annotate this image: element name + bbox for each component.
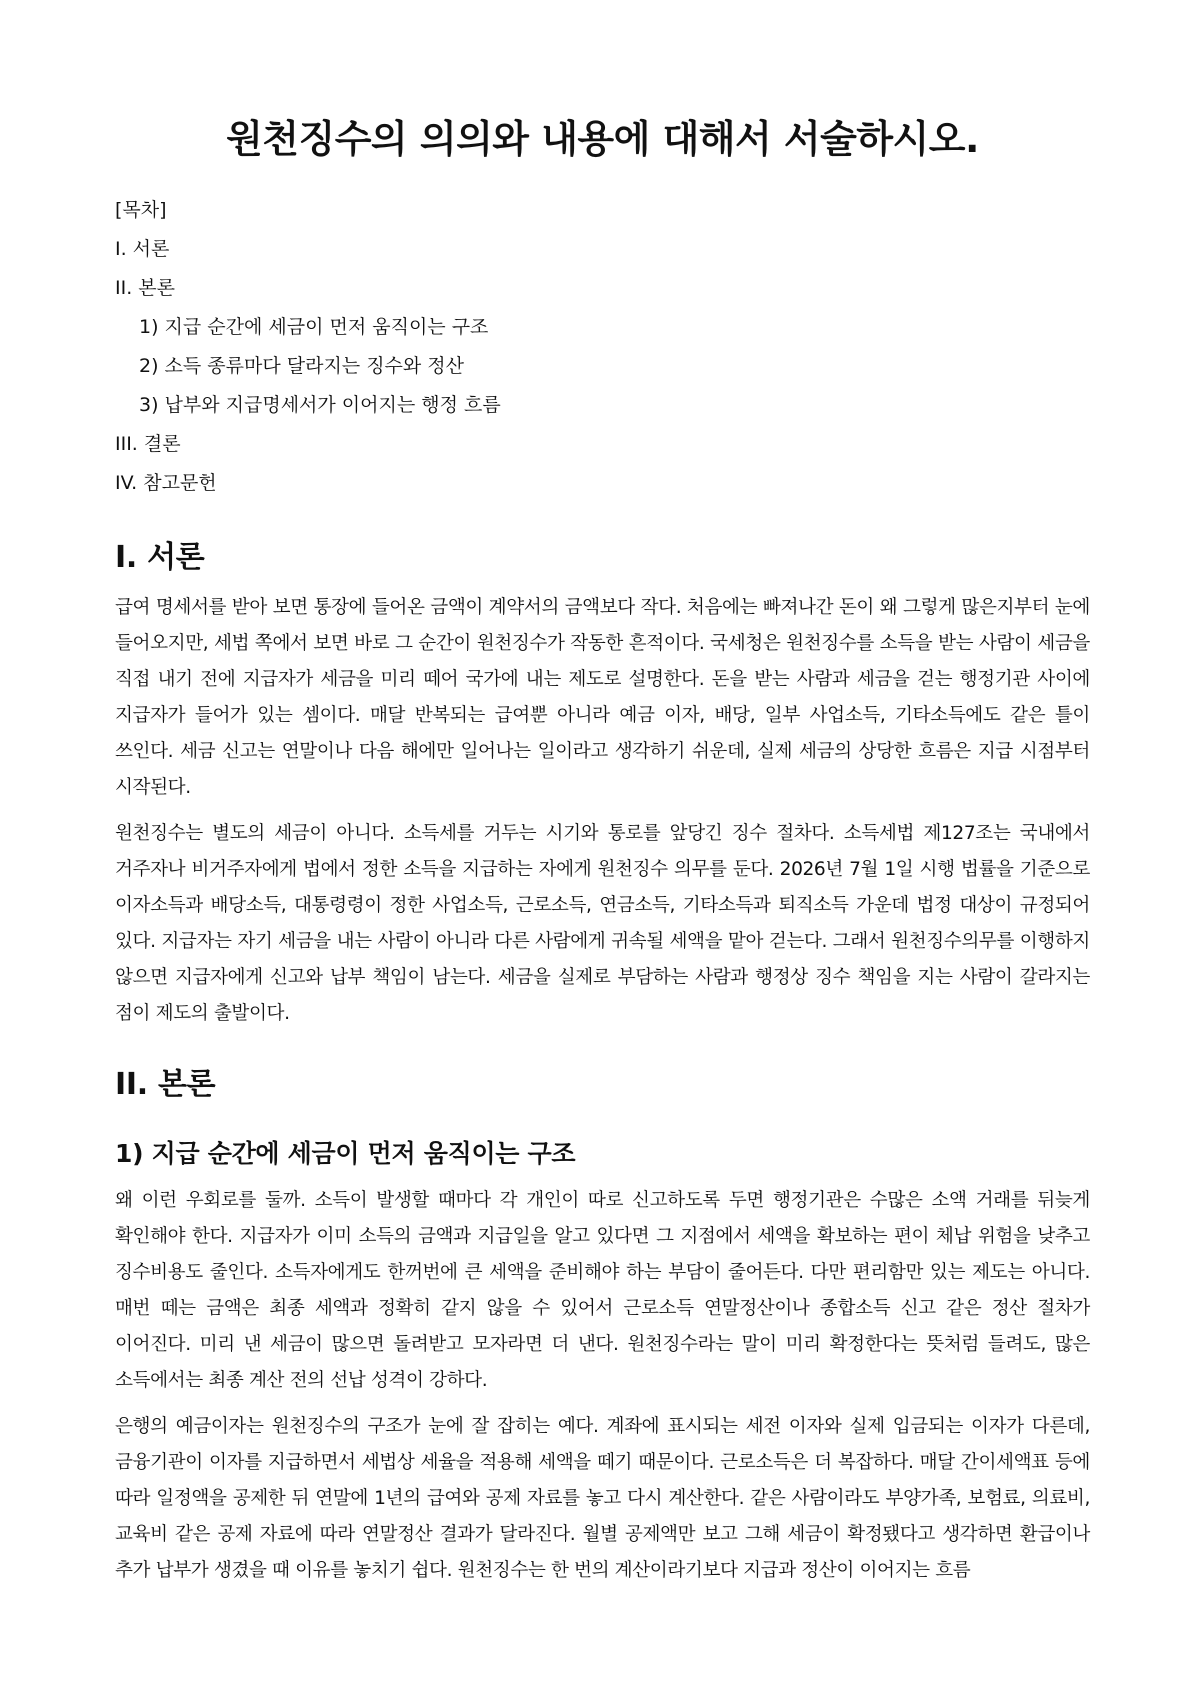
document-title: 원천징수의 의의와 내용에 대해서 서술하시오.	[226, 117, 979, 161]
toc-item-conclusion: III. 결론	[115, 433, 181, 455]
table-of-contents	[115, 191, 1090, 503]
toc-item-references: IV. 참고문헌	[115, 472, 217, 494]
toc-heading: [목차]	[115, 199, 167, 221]
toc-item-body-3: 3) 납부와 지급명세서가 이어지는 행정 흐름	[139, 394, 501, 416]
section-title-body: II. 본론	[115, 1067, 216, 1102]
toc-item-introduction: I. 서론	[115, 238, 170, 260]
subsection-title-1: 1) 지급 순간에 세금이 먼저 움직이는 구조	[115, 1139, 576, 1168]
toc-item-body: II. 본론	[115, 277, 175, 299]
paragraph: 급여 명세서를 받아 보면 통장에 들어온 금액이 계약서의 금액보다 작다. 처음에는 빠져나간 돈이 왜 그렇게 많은지부터 눈에 들어오지만, 세법 쪽에서 보면 바로 그 순간이 원천징수가 작동한 흔적이다. 국세청은 원천징수를 소득을 받는 사람이 세금을 직접 내기 전에 지급자가 세금을 미리 떼어 국가에 내는 제도로 설명한다. 돈을 받는 사람과 세금을 걷는 행정기관 사이에 지급자가 들어가 있는 셈이다. 매달 반복되는 급여뿐 아니라 예금 이자, 배당, 일부 사업소득, 기타소득에도 같은 틀이 쓰인다. 세금 신고는 연말이나 다음 해에만 일어나는 일이라고 생각하기 쉬운데, 실제 세금의 상당한 흐름은 지급 시점부터 시작된다.	[115, 597, 1090, 798]
toc-item-body-2: 2) 소득 종류마다 달라지는 징수와 정산	[139, 355, 465, 377]
paragraph: 원천징수는 별도의 세금이 아니다. 소득세를 거두는 시기와 통로를 앞당긴 징수 절차다. 소득세법 제127조는 국내에서 거주자나 비거주자에게 법에서 정한 소득을 지급하는 자에게 원천징수 의무를 둔다. 2026년 7월 1일 시행 법률을 기준으로 이자소득과 배당소득, 대통령령이 정한 사업소득, 근로소득, 연금소득, 기타소득과 퇴직소득 가운데 법정 대상이 규정되어 있다. 지급자는 자기 세금을 내는 사람이 아니라 다른 사람에게 귀속될 세액을 맡아 걷는다. 그래서 원천징수의무를 이행하지 않으면 지급자에게 신고와 납부 책임이 남는다. 세금을 실제로 부담하는 사람과 행정상 징수 책임을 지는 사람이 갈라지는 점이 제도의 출발이다.	[115, 823, 1090, 1024]
toc-item-body-1: 1) 지급 순간에 세금이 먼저 움직이는 구조	[139, 316, 489, 338]
spacer	[115, 1042, 1090, 1062]
paragraph: 은행의 예금이자는 원천징수의 구조가 눈에 잘 잡히는 예다. 계좌에 표시되는 세전 이자와 실제 입금되는 이자가 다른데, 금융기관이 이자를 지급하면서 세법상 세율을 적용해 세액을 떼기 때문이다. 근로소득은 더 복잡하다. 매달 간이세액표 등에 따라 일정액을 공제한 뒤 연말에 1년의 급여와 공제 자료를 놓고 다시 계산한다. 같은 사람이라도 부양가족, 보험료, 의료비, 교육비 같은 공제 자료에 따라 연말정산 결과가 달라진다. 월별 공제액만 보고 그해 세금이 확정됐다고 생각하면 환급이나 추가 납부가 생겼을 때 이유를 놓치기 쉽다. 원천징수는 한 번의 계산이라기보다 지급과 정산이 이어지는 흐름	[115, 1416, 1090, 1581]
spacer	[115, 1117, 1090, 1135]
paragraph: 왜 이런 우회로를 둘까. 소득이 발생할 때마다 각 개인이 따로 신고하도록 두면 행정기관은 수많은 소액 거래를 뒤늦게 확인해야 한다. 지급자가 이미 소득의 금액과 지급일을 알고 있다면 그 지점에서 세액을 확보하는 편이 체납 위험을 낮추고 징수비용도 줄인다. 소득자에게도 한꺼번에 큰 세액을 준비해야 하는 부담이 줄어든다. 다만 편리함만 있는 제도는 아니다. 매번 떼는 금액은 최종 세액과 정확히 같지 않을 수 있어서 근로소득 연말정산이나 종합소득 신고 같은 정산 절차가 이어진다. 미리 낸 세금이 많으면 돌려받고 모자라면 더 낸다. 원천징수라는 말이 미리 확정한다는 뜻처럼 들려도, 많은 소득에서는 최종 계산 전의 선납 성격이 강하다.	[115, 1190, 1090, 1391]
section-title-introduction: I. 서론	[115, 540, 205, 575]
